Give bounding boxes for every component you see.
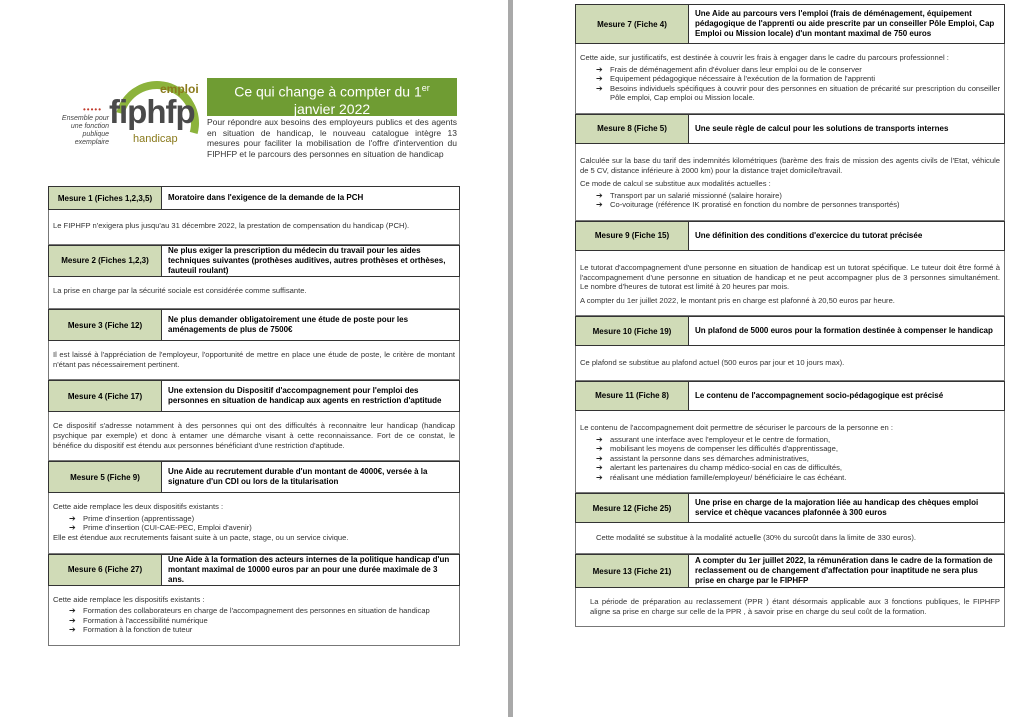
measure-4-body — [48, 412, 460, 461]
fiphfp-logo — [53, 77, 203, 162]
measure-body-intro: Cette aide, sur justificatifs, est destinée à couvrir les frais à engager dans le cadre du parcours professionnel : — [580, 53, 949, 62]
list-item-text: Formation à la fonction de tuteur — [83, 625, 193, 635]
list-item — [69, 615, 455, 626]
measure-13-header — [575, 554, 1005, 588]
list-item-text: Prime d'insertion (apprentissage) — [83, 513, 195, 523]
measure-11-list — [580, 435, 1000, 483]
list-item-text: assurant une interface avec l'employeur et le centre de formation, — [610, 434, 831, 444]
title-line2: janvier 2022 — [293, 100, 371, 117]
list-item-text: mobilisant les moyens de compenser les difficultés d'apprentissage, — [610, 444, 838, 454]
measure-body-text: Le tutorat d'accompagnement d'une personne en situation de handicap est un tutorat spécifique. Le tuteur doit être formé à l'accompagnement d'une personne en situation de handicap et ne peut accompagner plus de 3 personnes simultanément. Le nombre d'heures de tutorat est limité à 20 heures par mois. — [580, 262, 1000, 292]
measure-12-body — [575, 523, 1005, 554]
measure-title: Une prise en charge de la majoration liée au handicap des chèques emploi service et chèque vacances plafonnée à 300 euros — [695, 498, 979, 518]
measure-title: Une extension du Dispositif d'accompagnement pour l'emploi des personnes en situation de handicap aux agents en restriction d'aptitude — [168, 386, 442, 406]
arrow-right-icon: ➔ — [596, 444, 603, 454]
measure-body-intro2: Ce mode de calcul se substitue aux modalités actuelles : — [580, 179, 771, 189]
arrow-right-icon: ➔ — [596, 434, 603, 444]
measure-label: Mesure 9 (Fiche 15) — [576, 222, 689, 250]
list-item — [596, 74, 1000, 84]
title-sup: er — [421, 83, 430, 93]
measure-body-text-2: A compter du 1er juillet 2022, le montant pris en charge est plafonné à 20,50 euros par heure. — [580, 295, 895, 305]
measure-3-body — [48, 341, 460, 380]
list-item-text: alertant les partenaires du champ médico-social en cas de difficultés, — [610, 463, 843, 473]
measure-body-text: La période de préparation au reclassement (PPR ) étant désormais applicable aux 3 fonctions publiques, le FIPHFP aligne sa prise en charge sur celle de la PPR , à savoir prise en charge du seul coût de la formation. — [590, 597, 1000, 616]
measure-label: Mesure 6 (Fiche 27) — [49, 555, 162, 585]
arrow-right-icon: ➔ — [596, 64, 603, 74]
measure-body-text: Cette modalité se substitue à la modalité actuelle (30% du surcoût dans la limite de 330 euros). — [596, 533, 916, 543]
list-item — [596, 83, 1000, 103]
list-item-text: Formation des collaborateurs en charge de l'accompagnement des personnes en situation de handicap — [83, 606, 430, 616]
list-item — [596, 190, 1000, 201]
arrow-right-icon: ➔ — [69, 513, 76, 523]
measure-title: Un plafond de 5000 euros pour la formation destinée à compenser le handicap — [695, 326, 993, 336]
measure-label: Mesure 10 (Fiche 19) — [576, 317, 689, 345]
measure-body-text: Le FIPHFP n'exigera plus jusqu'au 31 décembre 2022, la prestation de compensation du handicap (PCH). — [53, 221, 410, 230]
measure-1-header — [48, 186, 460, 210]
measure-7-list — [580, 65, 1000, 103]
arrow-right-icon: ➔ — [69, 625, 76, 635]
measure-title: Une seule règle de calcul pour les solutions de transports internes — [695, 123, 949, 133]
list-item-text: Formation à l'accessibilité numérique — [83, 615, 208, 625]
arrow-right-icon: ➔ — [596, 83, 603, 93]
measure-title: Ne plus exiger la prescription du médecin du travail pour les aides techniques suivantes (prothèses auditives, autres prothèses et orthèses, fauteuil roulant) — [168, 245, 446, 275]
measure-5-body — [48, 493, 460, 553]
measure-title: Une définition des conditions d'exercice du tutorat précisée — [695, 230, 923, 240]
list-item-text: Equipement pédagogique nécessaire à l'exécution de la formation de l'apprenti — [610, 74, 876, 84]
measure-body-intro: Cette aide remplace les deux dispositifs existants : — [53, 502, 224, 512]
measure-title: A compter du 1er juillet 2022, la rémunération dans le cadre de la formation de reclassement ou de changement d'affectation pour inaptitude ne sera plus prise en charge par le FIPHFP — [695, 556, 993, 586]
measure-label: Mesure 12 (Fiche 25) — [576, 494, 689, 522]
measure-label: Mesure 5 (Fiche 9) — [49, 462, 162, 492]
measure-6-body — [48, 586, 460, 646]
measure-body-intro: Cette aide remplace les dispositifs existants : — [53, 594, 205, 604]
measure-7-header — [575, 4, 1005, 44]
logo-handicap: handicap — [133, 133, 178, 145]
measure-title: Moratoire dans l'exigence de la demande de la PCH — [168, 193, 364, 202]
arrow-right-icon: ➔ — [596, 74, 603, 84]
list-item — [69, 513, 455, 524]
list-item — [596, 434, 1000, 445]
list-item-text: Frais de déménagement afin d'évoluer dans leur emploi ou de le conserver — [610, 64, 862, 74]
measure-2-header — [48, 245, 460, 277]
measure-title: Le contenu de l'accompagnement socio-pédagogique est précisé — [695, 390, 944, 400]
page-title — [207, 78, 457, 116]
measure-10-header — [575, 316, 1005, 346]
list-item-text: Transport par un salarié missionné (salaire horaire) — [610, 190, 782, 200]
measure-4-header — [48, 380, 460, 412]
arrow-right-icon: ➔ — [596, 453, 603, 463]
list-item-text: Besoins individuels spécifiques à couvrir pour des personnes en situation de précarité sur prescription du conseiller Pôle emploi, Cap emploi ou Mission locale. — [610, 83, 1000, 103]
measure-label: Mesure 2 (Fiches 1,2,3) — [49, 246, 162, 276]
measure-7-body — [575, 44, 1005, 114]
list-item-text: Co-voiturage (référence IK proratisé en fonction du nombre de personnes transportés) — [610, 200, 900, 210]
measure-6-list — [53, 606, 455, 635]
measure-label: Mesure 13 (Fiche 21) — [576, 555, 689, 587]
list-item — [596, 463, 1000, 473]
measure-body-text: La prise en charge par la sécurité sociale est considérée comme suffisante. — [53, 285, 307, 295]
measure-body-text: Ce plafond se substitue au plafond actuel (500 euros par jour et 10 jours max). — [580, 358, 845, 368]
measure-title: Une Aide au parcours vers l'emploi (frais de déménagement, équipement pédagogique de l'apprenti ou aide prescrite par un conseiller Pôle Emploi, Cap Emploi ou Mission locale) d'un montant maximal de 750 euros — [695, 9, 995, 38]
measure-11-header — [575, 381, 1005, 411]
list-item — [69, 523, 455, 533]
document-page-left — [0, 0, 508, 717]
measure-8-header — [575, 114, 1005, 144]
measure-label: Mesure 1 (Fiches 1,2,3,5) — [49, 187, 162, 209]
arrow-right-icon: ➔ — [596, 200, 603, 210]
measure-11-body — [575, 411, 1005, 494]
logo-emploi: emploi — [160, 82, 199, 96]
measure-body-intro: Le contenu de l'accompagnement doit permettre de sécuriser le parcours de la personne en : — [580, 422, 893, 432]
intro-text: Pour répondre aux besoins des employeurs publics et des agents en situation de handicap, le nouveau catalogue intègre 13 mesures pour faciliter la mobilisation de l'offre d'intervention du FIPHFP et le parcours des personnes en situation de handicap — [207, 117, 457, 159]
measure-5-list — [53, 514, 455, 533]
list-item — [596, 64, 1000, 75]
list-item-text: assistant la personne dans ses démarches administratives, — [610, 453, 809, 463]
document-header — [48, 0, 508, 178]
measure-label: Mesure 4 (Fiche 17) — [49, 381, 162, 411]
measure-2-body — [48, 277, 460, 310]
list-item — [596, 472, 1000, 483]
measure-8-list — [580, 191, 1000, 210]
measure-title: Une Aide à la formation des acteurs internes de la politique handicap d'un montant maximal de 10000 euros par an pour une durée maximale de 3 ans. — [168, 554, 450, 584]
list-item — [596, 200, 1000, 210]
measure-9-body — [575, 251, 1005, 316]
arrow-right-icon: ➔ — [69, 523, 76, 533]
arrow-right-icon: ➔ — [69, 606, 76, 616]
measure-body-text: Il est laissé à l'appréciation de l'employeur, l'opportunité de mettre en place une étude de poste, le critère de montant n'étant pas nécessairement pertinent. — [53, 350, 455, 369]
list-item — [69, 606, 455, 616]
measure-13-body — [575, 588, 1005, 627]
document-page-right — [513, 0, 1024, 717]
measure-title: Une Aide au recrutement durable d'un montant de 4000€, versée à la signature d'un CDI ou lors de la titularisation — [168, 467, 428, 487]
measure-10-body — [575, 346, 1005, 381]
arrow-right-icon: ➔ — [596, 463, 603, 473]
list-item — [596, 453, 1000, 464]
measure-3-header — [48, 309, 460, 341]
measure-1-body — [48, 210, 460, 245]
measure-label: Mesure 7 (Fiche 4) — [576, 5, 689, 43]
measure-label: Mesure 11 (Fiche 8) — [576, 382, 689, 410]
measure-5-header — [48, 461, 460, 493]
list-item-text: Prime d'insertion (CUI-CAE-PEC, Emploi d'avenir) — [83, 523, 252, 533]
measure-body-intro: Calculée sur la base du tarif des indemnités kilométriques (barème des frais de mission des agents civils de l'Etat, véhicule de 5 CV, distance inférieure à 2000 km) pour la distance trajet domicile/travail. — [580, 155, 1000, 175]
measure-12-header — [575, 493, 1005, 523]
measure-8-body — [575, 144, 1005, 221]
logo-wordmark: fiphfp — [109, 93, 195, 130]
measure-body-text: Ce dispositif s'adresse notamment à des personnes qui ont des difficultés à reconnaitre leur handicap (handicap psychique par exemple) et donc à entamer une démarche visant à cette reconnaissance. Fort de ce constat, le bénéfice du dispositif est étendu aux personnes bénéficiant d'une restriction d'aptitude. — [53, 421, 455, 450]
title-line1: Ce qui change à compter du 1 — [234, 83, 422, 100]
list-item-text: réalisant une médiation famille/employeur/ bénéficiaire le cas échéant. — [610, 472, 847, 482]
logo-dots: ••••• — [83, 105, 103, 114]
arrow-right-icon: ➔ — [596, 190, 603, 200]
list-item — [69, 625, 455, 635]
measure-body-outro: Elle est étendue aux recrutements faisant suite à un pacte, stage, ou un service civique. — [53, 532, 349, 542]
list-item — [596, 444, 1000, 454]
measure-label: Mesure 8 (Fiche 5) — [576, 115, 689, 143]
measure-label: Mesure 3 (Fiche 12) — [49, 310, 162, 340]
arrow-right-icon: ➔ — [596, 472, 603, 482]
logo-tagline: Ensemble pour une fonction publique exemplaire — [61, 115, 109, 146]
measure-6-header — [48, 554, 460, 586]
measure-9-header — [575, 221, 1005, 251]
arrow-right-icon: ➔ — [69, 615, 76, 625]
measure-title: Ne plus demander obligatoirement une étude de poste pour les aménagements de plus de 7500€ — [168, 315, 409, 335]
